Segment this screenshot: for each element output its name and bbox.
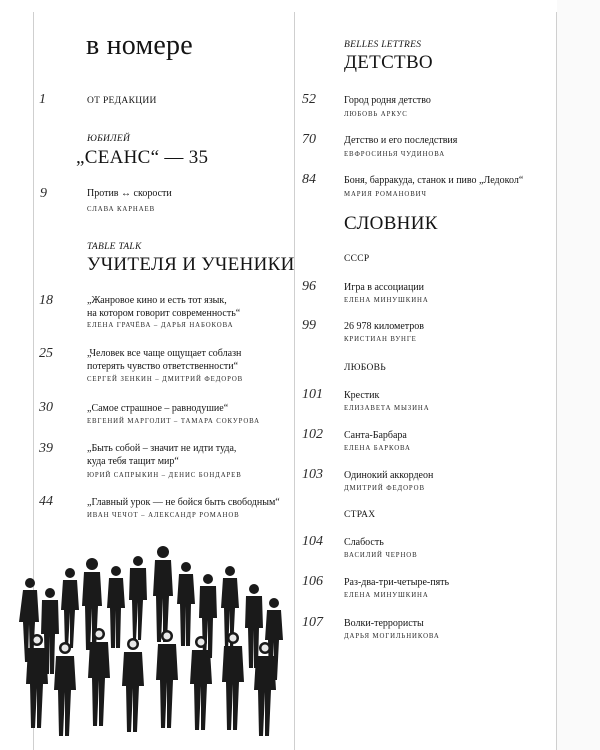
- toc-entry-title[interactable]: Игра в ассоциации: [344, 282, 424, 293]
- toc-page-number: 96: [302, 279, 316, 294]
- toc-entry-author: ЕВГЕНИЙ МАРГОЛИТ – ТАМАРА СОКУРОВА: [87, 418, 260, 425]
- toc-page-number: 70: [302, 132, 316, 147]
- toc-page-number: 25: [39, 346, 53, 361]
- toc-page-number: 44: [39, 494, 53, 509]
- toc-entry-author: СЛАВА КАРНАЕВ: [87, 206, 156, 213]
- toc-entry-author: МАРИЯ РОМАНОВИЧ: [344, 191, 427, 198]
- toc-entry-title[interactable]: Город родня детство: [344, 95, 431, 106]
- toc-page-number: 103: [302, 467, 323, 482]
- toc-page-number: 9: [40, 186, 47, 201]
- editorial-title[interactable]: ОТ РЕДАКЦИИ: [87, 96, 157, 106]
- page-title: в номере: [86, 30, 193, 61]
- toc-entry-title[interactable]: „Человек все чаще ощущает соблазн потерять чувство ответственности“: [87, 348, 242, 372]
- slovnik-group-label: СССР: [344, 254, 370, 264]
- toc-entry-author: ДМИТРИЙ ФЕДОРОВ: [344, 485, 425, 492]
- toc-entry-author: ЛЮБОВЬ АРКУС: [344, 111, 408, 118]
- toc-entry-author: ЕВФРОСИНЬЯ ЧУДИНОВА: [344, 151, 446, 158]
- toc-page-number: 104: [302, 534, 323, 549]
- toc-page-number: 39: [39, 441, 53, 456]
- toc-entry-author: ЕЛЕНА ГРАЧЁВА – ДАРЬЯ НАБОКОВА: [87, 322, 234, 329]
- toc-entry-title[interactable]: Волки-террористы: [344, 618, 424, 629]
- toc-entry-title[interactable]: Санта-Барбара: [344, 430, 407, 441]
- toc-entry-author: ЕЛИЗАВЕТА МЫЗИНА: [344, 405, 430, 412]
- crowd-photo-icon: [8, 538, 293, 750]
- toc-entry-title[interactable]: Крестик: [344, 390, 380, 401]
- toc-entry-author: ЕЛЕНА БАРКОВА: [344, 445, 411, 452]
- toc-entry-title[interactable]: Слабость: [344, 537, 384, 548]
- toc-entry-title[interactable]: Боня, барракуда, станок и пиво „Ледокол“: [344, 175, 524, 186]
- belles-heading: ДЕТСТВО: [344, 52, 433, 73]
- toc-page-number: 84: [302, 172, 316, 187]
- editorial-page-number: 1: [39, 92, 46, 107]
- toc-entry-author: ВАСИЛИЙ ЧЕРНОВ: [344, 552, 418, 559]
- toc-page-number: 102: [302, 427, 323, 442]
- toc-page-number: 52: [302, 92, 316, 107]
- toc-entry-author: СЕРГЕЙ ЗЕНКИН – ДМИТРИЙ ФЕДОРОВ: [87, 376, 244, 383]
- page-edge: [557, 0, 600, 750]
- toc-page-number: 30: [39, 400, 53, 415]
- toc-entry-author: ДАРЬЯ МОГИЛЬНИКОВА: [344, 633, 440, 640]
- toc-page-number: 99: [302, 318, 316, 333]
- toc-entry-title[interactable]: Детство и его последствия: [344, 135, 458, 146]
- toc-entry-title[interactable]: Одинокий аккордеон: [344, 470, 434, 481]
- toc-entry-author: ЕЛЕНА МИНУШКИНА: [344, 297, 429, 304]
- toc-entry-author: ЕЛЕНА МИНУШКИНА: [344, 592, 429, 599]
- slovnik-heading: СЛОВНИК: [344, 213, 438, 234]
- jubilee-kicker: ЮБИЛЕЙ: [87, 134, 131, 144]
- toc-entry-title[interactable]: Раз-два-три-четыре-пять: [344, 577, 450, 588]
- jubilee-heading: „СЕАНС“ — 35: [76, 147, 209, 168]
- toc-entry-title[interactable]: „Жанровое кино и есть тот язык, на котором говорит современность“: [87, 295, 241, 319]
- toc-entry-title[interactable]: „Главный урок — не бойся быть свободным“: [87, 497, 280, 508]
- slovnik-group-label: СТРАХ: [344, 510, 376, 520]
- table-talk-heading: УЧИТЕЛЯ И УЧЕНИКИ: [87, 254, 295, 275]
- toc-entry-author: КРИСТИАН ВУНГЕ: [344, 336, 417, 343]
- toc-page-number: 106: [302, 574, 323, 589]
- toc-page-number: 101: [302, 387, 323, 402]
- toc-page-number: 107: [302, 615, 323, 630]
- slovnik-group-label: ЛЮБОВЬ: [344, 363, 387, 373]
- belles-kicker: BELLES LETTRES: [344, 40, 422, 50]
- toc-entry-title[interactable]: Против ↔ скорости: [87, 188, 172, 199]
- table-talk-kicker: TABLE TALK: [87, 242, 142, 252]
- center-rule: [294, 12, 295, 750]
- toc-entry-author: ИВАН ЧЕЧОТ – АЛЕКСАНДР РОМАНОВ: [87, 512, 240, 519]
- right-rule: [556, 12, 557, 750]
- toc-page-number: 18: [39, 293, 53, 308]
- toc-entry-title[interactable]: 26 978 километров: [344, 321, 424, 332]
- toc-entry-title[interactable]: „Быть собой – значит не идти туда, куда тебя тащит мир“: [87, 443, 237, 467]
- toc-entry-title[interactable]: „Самое страшное – равнодушие“: [87, 403, 229, 414]
- toc-entry-author: ЮРИЙ САПРЫКИН – ДЕНИС БОНДАРЕВ: [87, 472, 242, 479]
